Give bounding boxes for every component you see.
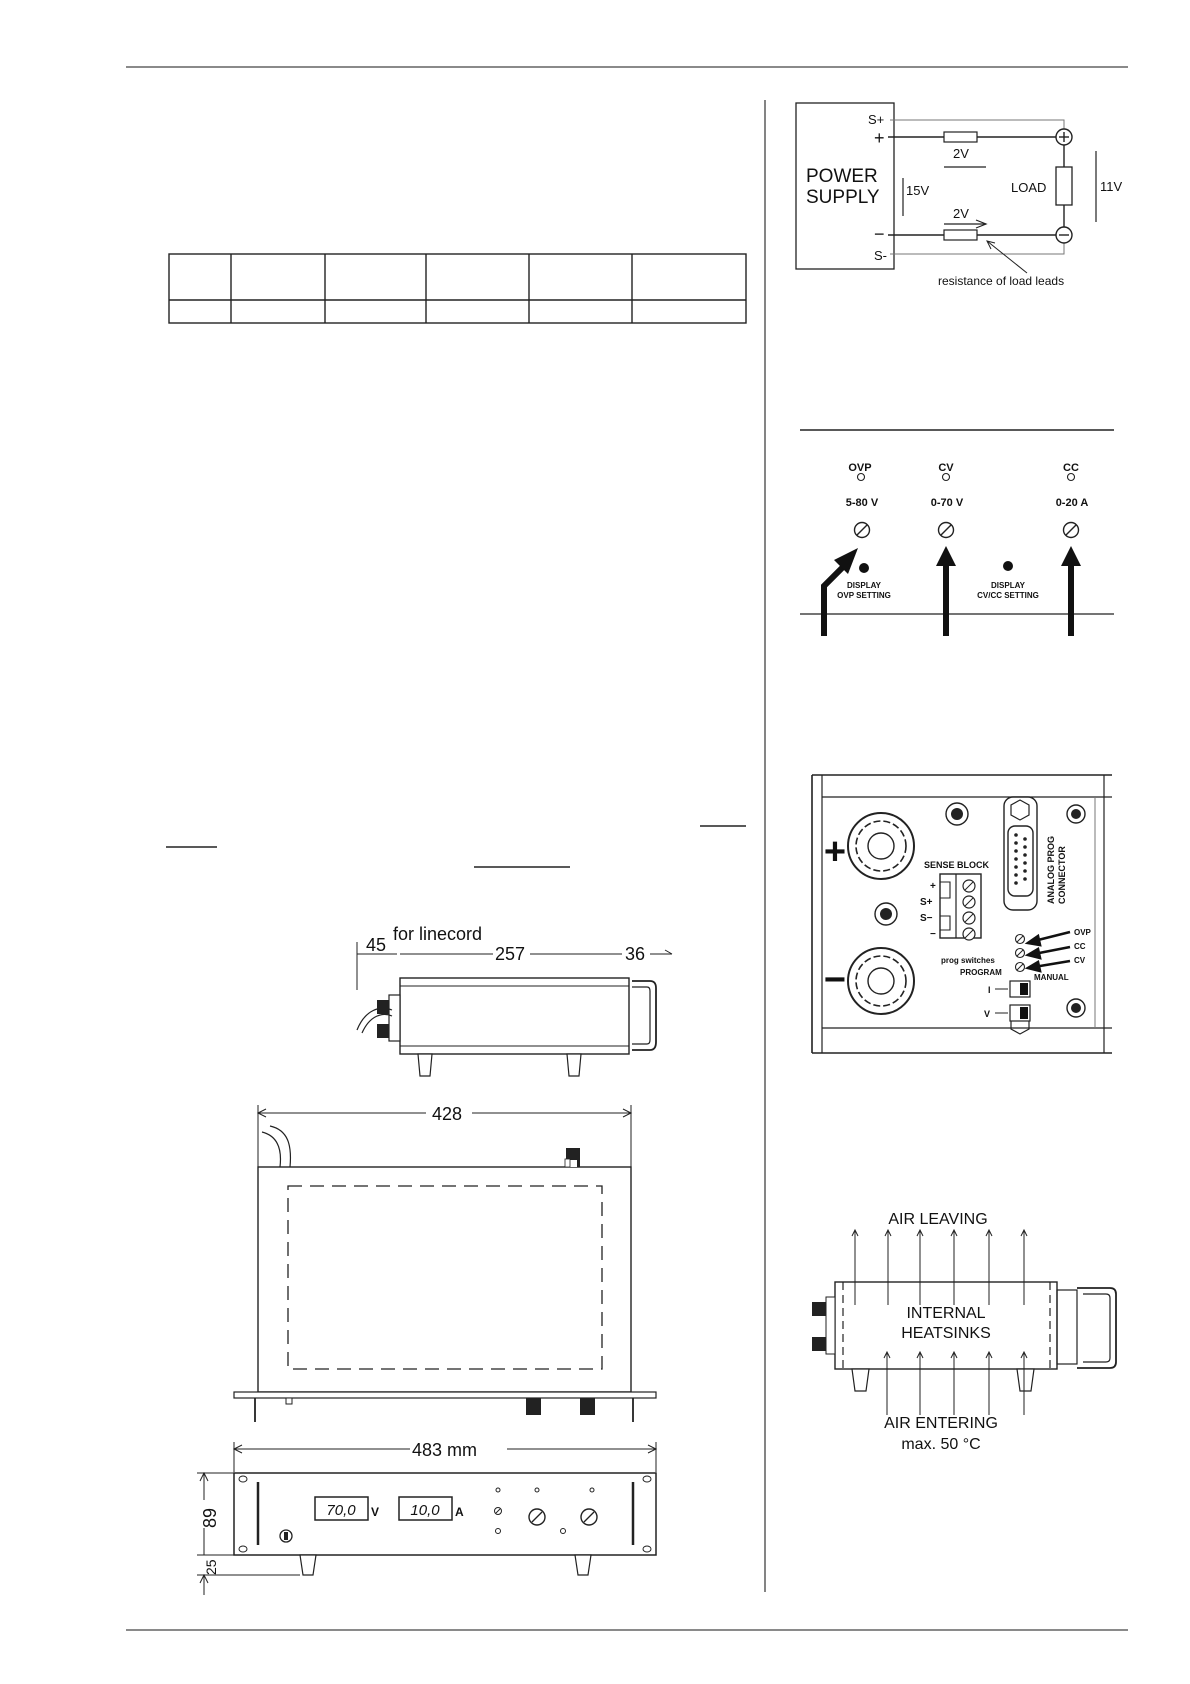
screw-icon	[1067, 805, 1085, 823]
trimmer-screw-icon	[1016, 935, 1025, 944]
ovp-led-icon	[858, 474, 865, 481]
voltage-unit: V	[371, 1505, 380, 1519]
trimmer-screw-icon	[1016, 963, 1025, 972]
cc-led-label: CC	[1063, 462, 1079, 474]
air-entering-label: AIR ENTERING	[884, 1415, 998, 1432]
power-switch-icon	[280, 1530, 292, 1542]
current-reading: 10,0	[410, 1502, 440, 1519]
height-dimension: 89	[200, 1507, 220, 1528]
current-unit: A	[455, 1505, 464, 1519]
cabinet-side	[400, 978, 629, 1054]
analog-connector-label: ANALOG PROG	[1046, 835, 1056, 904]
sense-terminal-label: −	[930, 929, 936, 940]
total-width-dimension: 483 mm	[412, 1440, 478, 1460]
sense-terminal-label: +	[930, 881, 936, 892]
adjust-arrow	[936, 546, 956, 636]
screw-icon	[946, 803, 968, 825]
plus-binding-post-icon	[848, 813, 914, 879]
manual-label: MANUAL	[1034, 973, 1069, 982]
s-plus-label: S+	[868, 112, 885, 127]
display-ovp-label: OVP SETTING	[837, 591, 891, 600]
air-leaving-label: AIR LEAVING	[888, 1211, 988, 1228]
cv-led-icon	[943, 474, 950, 481]
display-button-icon	[1003, 561, 1013, 571]
cv-range: 0-70 V	[930, 497, 964, 509]
heatsinks-label: INTERNAL	[906, 1305, 986, 1322]
display-cvcc-label: DISPLAY	[991, 581, 1025, 590]
power-supply-label: SUPPLY	[806, 187, 880, 208]
sense-block-terminal	[940, 874, 981, 940]
prog-switch-i	[1010, 981, 1030, 997]
cabinet-top	[258, 1167, 631, 1392]
side-view-drawing	[357, 924, 672, 1076]
cc-range: 0-20 A	[1055, 497, 1089, 509]
airflow-diagram	[812, 1211, 1116, 1453]
handle-icon	[632, 981, 656, 1050]
foot-icon	[418, 1054, 432, 1076]
voltage-reading: 70,0	[326, 1502, 356, 1519]
lead-voltage-top: 2V	[953, 146, 969, 161]
switch-i-label: I	[988, 985, 991, 995]
air-arrows-up	[852, 1230, 1027, 1305]
rear-panel	[812, 775, 1112, 1053]
cc-pot-label: CC	[1074, 942, 1086, 951]
sense-terminal-label: S+	[920, 897, 933, 908]
minus-binding-post-icon	[848, 948, 914, 1014]
cv-led-label: CV	[938, 462, 954, 474]
top-view-drawing	[234, 1104, 656, 1422]
linecord-label: for linecord	[393, 924, 483, 944]
empty-table	[169, 254, 746, 323]
rear-minus-label: −	[823, 959, 847, 1001]
screw-icon	[875, 903, 897, 925]
switch-v-label: V	[984, 1009, 991, 1019]
prog-switches-label: prog switches	[941, 956, 995, 965]
sense-block-label: SENSE BLOCK	[924, 860, 990, 870]
max-temp-label: max. 50 °C	[901, 1436, 981, 1453]
front-adjust-panel	[800, 430, 1114, 636]
minus-label: −	[874, 224, 885, 244]
program-label: PROGRAM	[960, 968, 1002, 977]
front-view-drawing	[197, 1440, 656, 1595]
trimmer-screw-icon	[1064, 523, 1079, 538]
feet-dimension: 25	[203, 1559, 219, 1575]
depth-dimension: 257	[495, 944, 526, 964]
foot-icon	[575, 1555, 591, 1575]
trimmer-screw-icon	[939, 523, 954, 538]
display-button-icon	[859, 563, 869, 573]
inner-width-dimension: 428	[432, 1104, 463, 1124]
lead-voltage-bottom: 2V	[953, 206, 969, 221]
prog-switch-v	[1010, 1005, 1030, 1021]
linecord-dimension: 45	[366, 935, 387, 955]
lead-resistor	[944, 132, 977, 142]
analog-connector-label: CONNECTOR	[1057, 846, 1067, 904]
front-panel-edge	[234, 1392, 656, 1398]
sense-terminal-label: S−	[920, 913, 933, 924]
trimmer-screw-icon	[1016, 949, 1025, 958]
handle-dimension: 36	[625, 944, 646, 964]
foot-icon	[300, 1555, 316, 1575]
foot-icon	[852, 1369, 869, 1391]
supply-voltage-label: 15V	[906, 183, 930, 198]
lead-resistance-note: resistance of load leads	[938, 274, 1065, 288]
screw-icon	[1067, 999, 1085, 1017]
ovp-range: 5-80 V	[845, 497, 879, 509]
pointer-arrow	[1028, 932, 1070, 971]
foot-icon	[567, 1054, 581, 1076]
power-supply-label: POWER	[806, 166, 878, 187]
display-cvcc-label: CV/CC SETTING	[977, 591, 1039, 600]
air-arrows-in	[884, 1352, 1027, 1415]
s-minus-label: S-	[874, 248, 887, 263]
foot-icon	[1017, 1369, 1034, 1391]
analog-prog-connector-icon	[1004, 797, 1037, 1034]
lead-resistor	[944, 230, 977, 240]
ovp-pot-label: OVP	[1074, 928, 1091, 937]
remote-sense-circuit	[796, 103, 1122, 288]
ovp-led-label: OVP	[848, 462, 872, 474]
heatsinks-label: HEATSINKS	[901, 1325, 991, 1342]
knob-icon	[529, 1509, 545, 1525]
plus-label: +	[874, 128, 885, 148]
display-ovp-label: DISPLAY	[847, 581, 881, 590]
load-label: LOAD	[1011, 180, 1047, 195]
cc-led-icon	[1068, 474, 1075, 481]
rear-plus-label: +	[823, 831, 847, 873]
load-voltage-label: 11V	[1100, 179, 1123, 194]
trimmer-screw-icon	[855, 523, 870, 538]
trimmer-screw-icon	[495, 1508, 502, 1515]
knob-icon	[581, 1509, 597, 1525]
adjust-arrow	[1061, 546, 1081, 636]
load-resistor	[1056, 167, 1072, 205]
cv-pot-label: CV	[1074, 956, 1086, 965]
